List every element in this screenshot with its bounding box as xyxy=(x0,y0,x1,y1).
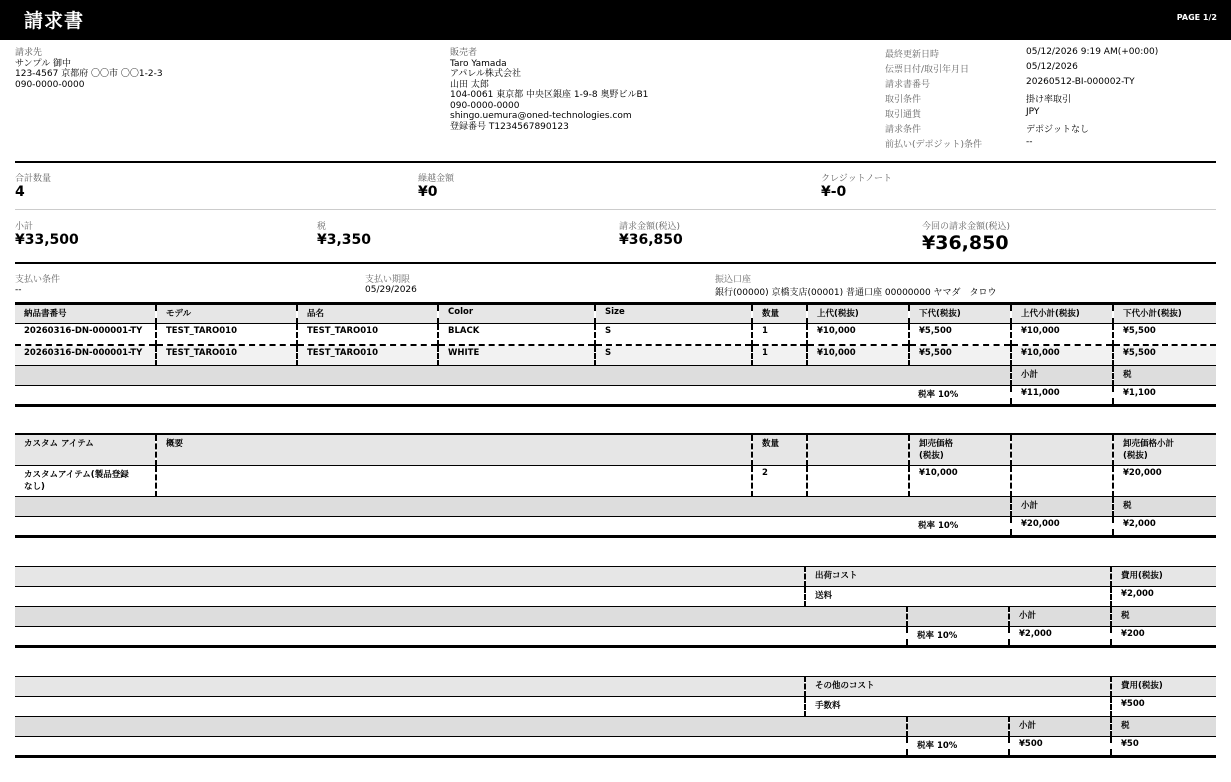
bill-to-label: 請求先 xyxy=(15,48,43,58)
column-header: 費用(税抜) xyxy=(1111,677,1216,697)
meta-row xyxy=(885,92,1215,107)
tax-rate: 税率 10% xyxy=(907,627,1009,647)
meta-value: 掛け率取引 xyxy=(1026,95,1072,105)
table-cell: ¥500 xyxy=(1111,697,1216,717)
table-cell: TEST_TARO010 xyxy=(156,345,297,366)
tax-value: ¥2,000 xyxy=(1113,516,1216,536)
total-label: 小計 xyxy=(15,222,34,232)
table-cell: WHITE xyxy=(438,345,595,366)
table-cell: ¥10,000 xyxy=(807,324,909,345)
header-bar xyxy=(0,0,1231,40)
bill-to-address: 123-4567 京都府 〇〇市 〇〇1-2-3 xyxy=(15,69,163,79)
page-title: 請求書 xyxy=(24,10,85,32)
total-value: ¥33,500 xyxy=(15,232,79,248)
column-header: モデル xyxy=(156,304,297,324)
invoice-meta xyxy=(885,47,1215,152)
divider xyxy=(15,262,1216,264)
subtotal-row xyxy=(15,516,1216,536)
items-table xyxy=(15,302,1216,407)
column-header: Color xyxy=(438,304,595,324)
table-cell: BLACK xyxy=(438,324,595,345)
shipping-header-row xyxy=(15,567,1216,587)
subtotal-row xyxy=(15,386,1216,406)
column-header: 卸売価格小計 (税抜) xyxy=(1113,434,1216,465)
meta-row xyxy=(885,107,1215,122)
meta-value: -- xyxy=(1026,137,1033,147)
meta-row xyxy=(885,62,1215,77)
tax-value: ¥50 xyxy=(1111,737,1216,757)
subtotal-value: ¥2,000 xyxy=(1009,627,1111,647)
meta-label: 前払い(デポジット)条件 xyxy=(885,140,983,150)
meta-row xyxy=(885,137,1215,152)
meta-value: 20260512-BI-000002-TY xyxy=(1026,77,1135,87)
subtotal-label: 小計 xyxy=(1011,366,1113,386)
column-header: 概要 xyxy=(156,434,752,465)
total-label: 今回の請求金額(税込) xyxy=(922,222,1011,232)
subtotal-value: ¥20,000 xyxy=(1011,516,1113,536)
meta-value: 05/12/2026 9:19 AM(+00:00) xyxy=(1026,47,1159,57)
table-cell: 送料 xyxy=(805,587,1111,607)
subtotal-row xyxy=(15,737,1216,757)
total-label: 請求金額(税込) xyxy=(619,222,681,232)
divider xyxy=(15,161,1216,163)
bank-account-label: 振込口座 xyxy=(715,275,752,285)
total-quantity xyxy=(15,171,51,200)
table-cell: TEST_TARO010 xyxy=(297,324,438,345)
table-cell: S xyxy=(595,324,752,345)
payment-due xyxy=(365,272,417,295)
current-billed-amount xyxy=(922,219,1010,254)
table-cell: ¥10,000 xyxy=(1011,345,1113,366)
seller-registration: 登録番号 T1234567890123 xyxy=(450,121,569,132)
meta-label: 請求条件 xyxy=(885,125,922,135)
column-header: 下代(税抜) xyxy=(909,304,1011,324)
tax-value: ¥1,100 xyxy=(1113,386,1216,406)
subtotal-header-row xyxy=(15,607,1216,627)
table-cell: ¥20,000 xyxy=(1113,465,1216,496)
table-row xyxy=(15,465,1216,496)
table-cell: カスタムアイテム(製品登録 なし) xyxy=(15,465,156,496)
payment-due-label: 支払い期限 xyxy=(365,275,411,285)
column-header: 上代小計(税抜) xyxy=(1011,304,1113,324)
meta-label: 伝票日付/取引年月日 xyxy=(885,65,970,75)
table-cell: ¥5,500 xyxy=(909,324,1011,345)
payment-terms-label: 支払い条件 xyxy=(15,275,61,285)
column-header: Size xyxy=(595,304,752,324)
seller-contact: Taro Yamada xyxy=(450,58,507,69)
seller-address: 104-0061 東京都 中央区銀座 1-9-8 奥野ビルB1 xyxy=(450,90,649,100)
meta-label: 請求書番号 xyxy=(885,80,931,90)
table-cell: ¥2,000 xyxy=(1111,587,1216,607)
column-header: カスタム アイテム xyxy=(15,434,156,465)
table-cell: 手数料 xyxy=(805,697,1111,717)
subtotal-value: ¥11,000 xyxy=(1011,386,1113,406)
tax-rate: 税率 10% xyxy=(909,386,1011,406)
tax-label: 税 xyxy=(1113,366,1216,386)
table-cell: TEST_TARO010 xyxy=(297,345,438,366)
seller-email: shingo.uemura@oned-technologies.com xyxy=(450,111,632,121)
total-value: 4 xyxy=(15,184,25,200)
subtotal-label: 小計 xyxy=(1011,496,1113,516)
payment-due-value: 05/29/2026 xyxy=(365,285,417,295)
table-cell xyxy=(156,465,752,496)
column-header: その他のコスト xyxy=(805,677,1111,697)
bank-account xyxy=(715,272,997,298)
meta-value: JPY xyxy=(1026,107,1040,117)
total-label: 繰越金額 xyxy=(418,174,455,184)
tax-rate: 税率 10% xyxy=(909,516,1011,536)
table-cell: ¥10,000 xyxy=(909,465,1011,496)
column-header: 費用(税抜) xyxy=(1111,567,1216,587)
table-cell: 2 xyxy=(752,465,807,496)
seller-company: アパレル株式会社 xyxy=(450,69,522,79)
custom-header-row xyxy=(15,434,1216,465)
page-indicator: PAGE 1/2 xyxy=(1176,13,1217,22)
total-value: ¥36,850 xyxy=(619,232,683,248)
total-value: ¥0 xyxy=(418,184,438,200)
column-header: 数量 xyxy=(752,434,807,465)
meta-row xyxy=(885,47,1215,62)
bill-to-phone: 090-0000-0000 xyxy=(15,79,85,90)
column-header: 下代小計(税抜) xyxy=(1113,304,1216,324)
seller-block xyxy=(450,48,648,132)
tax-value: ¥200 xyxy=(1111,627,1216,647)
table-cell: ¥5,500 xyxy=(909,345,1011,366)
table-row xyxy=(15,587,1216,607)
meta-row xyxy=(885,77,1215,92)
seller-phone: 090-0000-0000 xyxy=(450,100,520,111)
table-cell: 20260316-DN-000001-TY xyxy=(15,345,156,366)
subtotal-value: ¥500 xyxy=(1009,737,1111,757)
subtotal-summary xyxy=(15,219,79,248)
table-cell: ¥10,000 xyxy=(1011,324,1113,345)
bank-account-value: 銀行(00000) 京橋支店(00001) 普通口座 00000000 ヤマダ タロウ xyxy=(715,288,997,298)
total-label: 合計数量 xyxy=(15,174,52,184)
table-cell: TEST_TARO010 xyxy=(156,324,297,345)
subtotal-row xyxy=(15,627,1216,647)
table-cell: 1 xyxy=(752,345,807,366)
total-label: 税 xyxy=(317,222,327,232)
payment-terms-value: -- xyxy=(15,285,22,295)
column-header: 卸売価格 (税抜) xyxy=(909,434,1011,465)
meta-value: 05/12/2026 xyxy=(1026,62,1078,72)
total-value: ¥3,350 xyxy=(317,232,372,248)
table-row xyxy=(15,324,1216,345)
subtotal-header-row xyxy=(15,496,1216,516)
custom-items-table xyxy=(15,433,1216,538)
tax-rate: 税率 10% xyxy=(907,737,1009,757)
table-row xyxy=(15,697,1216,717)
table-cell: ¥5,500 xyxy=(1123,347,1156,358)
meta-row xyxy=(885,122,1215,137)
tax-summary xyxy=(317,219,371,248)
meta-value: デポジットなし xyxy=(1026,125,1090,135)
total-value: ¥36,850 xyxy=(922,232,1009,254)
column-header: 納品書番号 xyxy=(15,304,156,324)
table-cell: 1 xyxy=(752,324,807,345)
column-header: 品名 xyxy=(297,304,438,324)
subtotal-header-row xyxy=(15,717,1216,737)
other-header-row xyxy=(15,677,1216,697)
shipping-cost-table xyxy=(15,566,1216,648)
seller-label: 販売者 xyxy=(450,48,478,58)
payment-terms xyxy=(15,272,60,295)
tax-label: 税 xyxy=(1111,717,1216,737)
tax-label: 税 xyxy=(1111,607,1216,627)
credit-note xyxy=(821,171,892,200)
total-label: クレジットノート xyxy=(821,174,892,184)
table-cell: S xyxy=(595,345,752,366)
subtotal-label: 小計 xyxy=(1009,607,1111,627)
table-cell: 20260316-DN-000001-TY xyxy=(15,324,156,345)
billed-amount xyxy=(619,219,683,248)
column-header: 出荷コスト xyxy=(805,567,1111,587)
subtotal-header-row xyxy=(15,366,1216,386)
meta-label: 最終更新日時 xyxy=(885,50,940,60)
meta-label: 取引条件 xyxy=(885,95,922,105)
meta-label: 取引通貨 xyxy=(885,110,922,120)
carryover-amount xyxy=(418,171,454,200)
total-value: ¥-0 xyxy=(821,184,847,200)
subtotal-label: 小計 xyxy=(1009,717,1111,737)
table-row xyxy=(15,345,1216,366)
tax-label: 税 xyxy=(1113,496,1216,516)
column-header: 数量 xyxy=(752,304,807,324)
table-cell: ¥10,000 xyxy=(807,345,909,366)
table-cell: ¥5,500 xyxy=(1113,324,1216,345)
bill-to-name: サンプル 御中 xyxy=(15,58,72,69)
divider xyxy=(15,209,1216,210)
other-cost-table xyxy=(15,676,1216,758)
bill-to-block xyxy=(15,48,163,90)
items-header-row xyxy=(15,304,1216,324)
seller-person: 山田 太郎 xyxy=(450,79,489,90)
column-header: 上代(税抜) xyxy=(807,304,909,324)
